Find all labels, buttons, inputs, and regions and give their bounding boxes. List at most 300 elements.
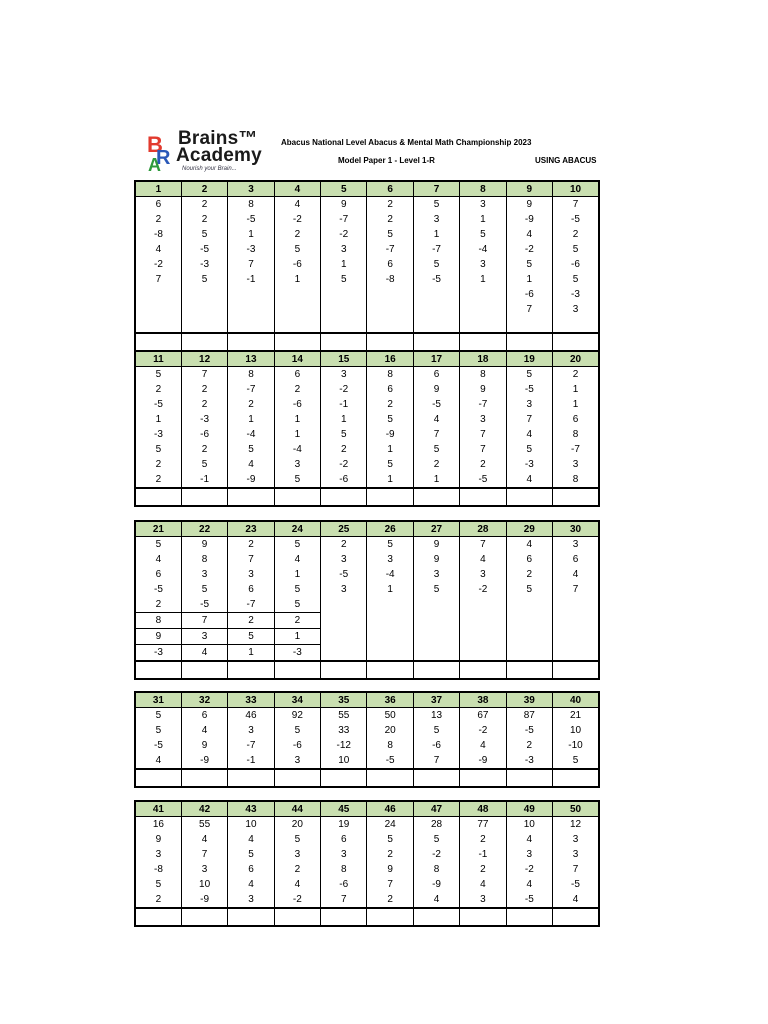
problem-value: -2	[274, 212, 320, 227]
number-row	[135, 367, 599, 383]
problem-value: 4	[135, 242, 181, 257]
problem-value: 3	[553, 832, 599, 847]
number-row	[135, 738, 599, 753]
problem-value: 9	[321, 197, 367, 213]
problem-value	[367, 317, 413, 333]
problem-value	[460, 302, 506, 317]
model-paper-label: Model Paper 1 - Level 1-R	[338, 156, 435, 165]
problem-value: 2	[135, 382, 181, 397]
problem-value: -4	[460, 242, 506, 257]
problem-table	[134, 800, 600, 927]
problem-value: 6	[367, 257, 413, 272]
answer-cell[interactable]	[135, 333, 181, 351]
problem-number: 5	[321, 181, 367, 197]
problem-value: 10	[321, 753, 367, 769]
answer-cell[interactable]	[135, 908, 181, 926]
answer-cell[interactable]	[506, 661, 552, 679]
answer-cell[interactable]	[181, 908, 227, 926]
problem-number: 33	[228, 692, 274, 708]
problem-number: 2	[181, 181, 227, 197]
answer-cell[interactable]	[274, 333, 320, 351]
number-row	[135, 227, 599, 242]
number-row	[135, 862, 599, 877]
number-row	[135, 287, 599, 302]
problem-value: 92	[274, 708, 320, 724]
problem-value: 5	[367, 537, 413, 553]
problem-value: 5	[506, 367, 552, 383]
answer-cell[interactable]	[321, 488, 367, 506]
problem-value: -5	[506, 382, 552, 397]
problem-value: 2	[413, 457, 459, 472]
problem-value: 1	[460, 272, 506, 287]
problem-value: -9	[506, 212, 552, 227]
problem-value: -2	[413, 847, 459, 862]
problem-value	[553, 629, 599, 645]
problem-number: 44	[274, 801, 320, 817]
answer-cell[interactable]	[367, 333, 413, 351]
problem-value	[413, 317, 459, 333]
problem-value	[367, 613, 413, 629]
problem-value: -9	[228, 472, 274, 488]
problem-value: -3	[553, 287, 599, 302]
answer-cell[interactable]	[460, 333, 506, 351]
problem-value: -6	[181, 427, 227, 442]
problem-value: 6	[228, 582, 274, 597]
problem-value: 5	[274, 832, 320, 847]
problem-value	[228, 317, 274, 333]
problem-number: 21	[135, 521, 181, 537]
number-row	[135, 832, 599, 847]
problem-value	[506, 645, 552, 662]
problem-value: 3	[506, 847, 552, 862]
problem-value: -4	[367, 567, 413, 582]
number-row	[135, 442, 599, 457]
problem-value: 2	[228, 613, 274, 629]
problem-number: 11	[135, 351, 181, 367]
problem-value: 3	[506, 397, 552, 412]
problem-value: 5	[413, 197, 459, 213]
problem-number: 26	[367, 521, 413, 537]
number-row	[135, 457, 599, 472]
problem-value: 5	[367, 832, 413, 847]
problem-value: 5	[413, 723, 459, 738]
problem-value: -7	[228, 597, 274, 613]
problem-value	[228, 302, 274, 317]
problem-value: 4	[181, 832, 227, 847]
problem-value: 9	[413, 537, 459, 553]
problem-table	[134, 691, 600, 788]
problem-value: -12	[321, 738, 367, 753]
answer-cell[interactable]	[460, 769, 506, 787]
problem-value	[460, 287, 506, 302]
problem-value: 2	[460, 832, 506, 847]
problem-value: 8	[553, 427, 599, 442]
problem-value: 1	[135, 412, 181, 427]
problem-value: -1	[321, 397, 367, 412]
problem-value: 5	[274, 242, 320, 257]
answer-cell[interactable]	[321, 661, 367, 679]
problem-value: 3	[321, 242, 367, 257]
problem-number: 34	[274, 692, 320, 708]
problem-value: 7	[228, 257, 274, 272]
answer-cell[interactable]	[228, 769, 274, 787]
problem-value: -3	[135, 427, 181, 442]
problem-value: -5	[367, 753, 413, 769]
answer-cell[interactable]	[367, 769, 413, 787]
problem-value: -5	[181, 597, 227, 613]
problem-value: 4	[274, 552, 320, 567]
problem-value	[321, 302, 367, 317]
problem-value: 7	[228, 552, 274, 567]
answer-cell[interactable]	[135, 769, 181, 787]
problem-value: 2	[553, 367, 599, 383]
answer-cell[interactable]	[367, 488, 413, 506]
problem-value: -5	[413, 397, 459, 412]
answer-cell[interactable]	[228, 488, 274, 506]
problem-value: 1	[321, 257, 367, 272]
problem-value: 2	[135, 892, 181, 908]
number-row	[135, 317, 599, 333]
problem-value: -6	[321, 472, 367, 488]
answer-cell[interactable]	[460, 908, 506, 926]
problem-value: 9	[181, 738, 227, 753]
problem-value: 3	[181, 567, 227, 582]
problem-number: 27	[413, 521, 459, 537]
answer-cell[interactable]	[274, 908, 320, 926]
problem-value: -6	[274, 257, 320, 272]
answer-cell[interactable]	[228, 908, 274, 926]
problem-value	[413, 287, 459, 302]
problem-value: 5	[506, 582, 552, 597]
answer-cell[interactable]	[553, 333, 599, 351]
problem-value: 5	[553, 242, 599, 257]
problem-value: -6	[506, 287, 552, 302]
answer-cell[interactable]	[460, 488, 506, 506]
problem-number: 19	[506, 351, 552, 367]
answer-cell[interactable]	[460, 661, 506, 679]
problem-value: -5	[181, 242, 227, 257]
problem-value: -2	[135, 257, 181, 272]
problem-value	[274, 302, 320, 317]
problem-value: -5	[553, 212, 599, 227]
problem-value: 12	[553, 817, 599, 833]
problem-number: 39	[506, 692, 552, 708]
problem-value	[321, 629, 367, 645]
answer-cell[interactable]	[413, 769, 459, 787]
problem-value: 3	[553, 847, 599, 862]
problem-value: 5	[135, 877, 181, 892]
number-row	[135, 537, 599, 553]
answer-cell[interactable]	[181, 488, 227, 506]
answer-cell[interactable]	[506, 769, 552, 787]
problem-value: 1	[321, 412, 367, 427]
problem-value: 5	[367, 227, 413, 242]
problem-number: 35	[321, 692, 367, 708]
problem-value: -2	[506, 862, 552, 877]
number-row	[135, 708, 599, 724]
problem-value: -5	[135, 738, 181, 753]
problem-value: -6	[321, 877, 367, 892]
problem-value: 3	[553, 457, 599, 472]
number-row	[135, 242, 599, 257]
answer-cell[interactable]	[321, 769, 367, 787]
problem-value: 5	[367, 412, 413, 427]
number-row	[135, 847, 599, 862]
problem-value: 7	[553, 862, 599, 877]
problem-value	[321, 597, 367, 613]
problem-value: -8	[135, 862, 181, 877]
problem-value: 3	[367, 552, 413, 567]
problem-value: -5	[460, 472, 506, 488]
problem-value: 5	[274, 582, 320, 597]
problem-number: 28	[460, 521, 506, 537]
answer-cell[interactable]	[413, 488, 459, 506]
problem-value	[553, 613, 599, 629]
answer-cell[interactable]	[321, 908, 367, 926]
problem-value: 7	[553, 197, 599, 213]
problem-number: 45	[321, 801, 367, 817]
problem-value: 6	[553, 412, 599, 427]
problem-value: 6	[274, 367, 320, 383]
answer-cell[interactable]	[413, 908, 459, 926]
problem-number: 31	[135, 692, 181, 708]
problem-number: 42	[181, 801, 227, 817]
problem-number: 1	[135, 181, 181, 197]
answer-cell[interactable]	[135, 488, 181, 506]
problem-value: 4	[413, 412, 459, 427]
problem-value	[181, 317, 227, 333]
problem-value: 9	[413, 552, 459, 567]
problem-value: 1	[413, 227, 459, 242]
problem-number: 36	[367, 692, 413, 708]
answer-cell[interactable]	[553, 908, 599, 926]
answer-cell[interactable]	[413, 333, 459, 351]
problem-value: 2	[321, 442, 367, 457]
problem-value	[367, 629, 413, 645]
problem-value: 4	[228, 457, 274, 472]
problem-value: -6	[553, 257, 599, 272]
problem-value: 6	[553, 552, 599, 567]
answer-cell[interactable]	[553, 769, 599, 787]
problem-value: 5	[321, 272, 367, 287]
problem-value: 6	[135, 197, 181, 213]
mode-label: USING ABACUS	[535, 156, 597, 165]
number-row	[135, 892, 599, 908]
answer-cell[interactable]	[274, 661, 320, 679]
problem-value	[460, 597, 506, 613]
problem-value: 7	[553, 582, 599, 597]
answer-cell[interactable]	[506, 333, 552, 351]
problem-value: 2	[367, 847, 413, 862]
problem-value: -6	[413, 738, 459, 753]
svg-text:R: R	[156, 147, 171, 169]
problem-value: 3	[274, 753, 320, 769]
problem-value: 1	[274, 412, 320, 427]
problem-value: 16	[135, 817, 181, 833]
problem-value: -10	[553, 738, 599, 753]
number-row	[135, 257, 599, 272]
problem-value: -5	[135, 582, 181, 597]
problem-value: 1	[367, 472, 413, 488]
problem-value: -7	[553, 442, 599, 457]
problem-value	[135, 302, 181, 317]
problem-value: 5	[228, 629, 274, 645]
svg-text:A: A	[148, 155, 161, 172]
problem-value: 7	[460, 537, 506, 553]
problem-value: 5	[506, 257, 552, 272]
problem-value: 5	[506, 442, 552, 457]
problem-value: 8	[321, 862, 367, 877]
problem-value: 3	[553, 537, 599, 553]
problem-value: 5	[274, 472, 320, 488]
problem-value: 2	[135, 457, 181, 472]
problem-value: 87	[506, 708, 552, 724]
problem-value: 5	[181, 227, 227, 242]
answer-cell[interactable]	[367, 661, 413, 679]
problem-value: -3	[506, 457, 552, 472]
number-row	[135, 613, 599, 629]
answer-cell[interactable]	[367, 908, 413, 926]
problem-value: 21	[553, 708, 599, 724]
problem-value: -3	[228, 242, 274, 257]
problem-value: 7	[460, 442, 506, 457]
problem-value: 4	[228, 877, 274, 892]
problem-number: 29	[506, 521, 552, 537]
problem-value: 5	[181, 457, 227, 472]
problem-value	[553, 597, 599, 613]
problem-number: 46	[367, 801, 413, 817]
problem-value: 2	[367, 397, 413, 412]
problem-value: 6	[321, 832, 367, 847]
problem-value: -2	[321, 457, 367, 472]
number-row	[135, 723, 599, 738]
brand-name-top: Brains™	[178, 128, 258, 149]
answer-cell[interactable]	[506, 488, 552, 506]
problem-value: -7	[228, 738, 274, 753]
problem-value: 3	[413, 567, 459, 582]
problem-value	[367, 302, 413, 317]
answer-cell[interactable]	[228, 333, 274, 351]
problem-value	[413, 613, 459, 629]
problem-number: 49	[506, 801, 552, 817]
problem-number: 13	[228, 351, 274, 367]
problem-value: -2	[321, 227, 367, 242]
answer-cell[interactable]	[135, 661, 181, 679]
problem-value: -2	[274, 892, 320, 908]
problem-value: 5	[460, 227, 506, 242]
answer-cell[interactable]	[553, 661, 599, 679]
svg-text:B: B	[147, 132, 163, 157]
problem-value: -1	[181, 472, 227, 488]
problem-number: 25	[321, 521, 367, 537]
number-row	[135, 817, 599, 833]
answer-cell[interactable]	[181, 333, 227, 351]
problem-number: 16	[367, 351, 413, 367]
problem-value: 9	[506, 197, 552, 213]
problem-number: 10	[553, 181, 599, 197]
problem-value	[367, 597, 413, 613]
problem-value	[181, 302, 227, 317]
problem-value: 2	[274, 613, 320, 629]
answer-cell[interactable]	[228, 661, 274, 679]
problem-value: 8	[460, 367, 506, 383]
answer-cell[interactable]	[506, 908, 552, 926]
problem-value	[413, 629, 459, 645]
answer-row	[135, 908, 599, 926]
problem-value: 3	[181, 862, 227, 877]
answer-cell[interactable]	[553, 488, 599, 506]
problem-value: 2	[181, 397, 227, 412]
problem-value: 3	[135, 847, 181, 862]
problem-value: 9	[135, 832, 181, 847]
number-row	[135, 412, 599, 427]
problem-value: 8	[553, 472, 599, 488]
answer-cell[interactable]	[321, 333, 367, 351]
problem-number: 8	[460, 181, 506, 197]
problem-value: -2	[460, 582, 506, 597]
problem-value: 1	[367, 582, 413, 597]
answer-cell[interactable]	[413, 661, 459, 679]
problem-value: 5	[135, 442, 181, 457]
problem-value: 1	[413, 472, 459, 488]
answer-cell[interactable]	[181, 661, 227, 679]
problem-value: 5	[553, 753, 599, 769]
problem-value: 9	[460, 382, 506, 397]
problem-value: 1	[274, 427, 320, 442]
answer-cell[interactable]	[274, 488, 320, 506]
problem-value	[274, 317, 320, 333]
problem-value: -1	[460, 847, 506, 862]
problem-value: 9	[181, 537, 227, 553]
problem-value: 5	[181, 272, 227, 287]
problem-value: 2	[506, 567, 552, 582]
problem-value: 5	[135, 723, 181, 738]
problem-value: 46	[228, 708, 274, 724]
problem-value: 19	[321, 817, 367, 833]
problem-value: 5	[274, 597, 320, 613]
problem-value: -8	[367, 272, 413, 287]
problem-value: 2	[181, 212, 227, 227]
problem-value: -6	[274, 738, 320, 753]
answer-cell[interactable]	[274, 769, 320, 787]
answer-cell[interactable]	[181, 769, 227, 787]
problem-value	[367, 645, 413, 662]
problem-value: 6	[506, 552, 552, 567]
answer-row	[135, 488, 599, 506]
problem-number: 15	[321, 351, 367, 367]
problem-value: 55	[181, 817, 227, 833]
number-row	[135, 877, 599, 892]
problem-number: 22	[181, 521, 227, 537]
problem-value: 4	[506, 472, 552, 488]
problem-value: 5	[553, 272, 599, 287]
problem-value: 3	[460, 567, 506, 582]
problem-value: 3	[274, 847, 320, 862]
problem-value: 4	[506, 877, 552, 892]
problem-value	[321, 287, 367, 302]
problem-value: 8	[413, 862, 459, 877]
problem-value: 9	[135, 629, 181, 645]
problem-value: 4	[460, 738, 506, 753]
problem-number: 4	[274, 181, 320, 197]
problem-value: 3	[321, 582, 367, 597]
problem-value: 1	[460, 212, 506, 227]
problem-value: -9	[367, 427, 413, 442]
problem-value: 10	[553, 723, 599, 738]
problem-value	[460, 613, 506, 629]
problem-value: 4	[181, 723, 227, 738]
problem-number: 3	[228, 181, 274, 197]
